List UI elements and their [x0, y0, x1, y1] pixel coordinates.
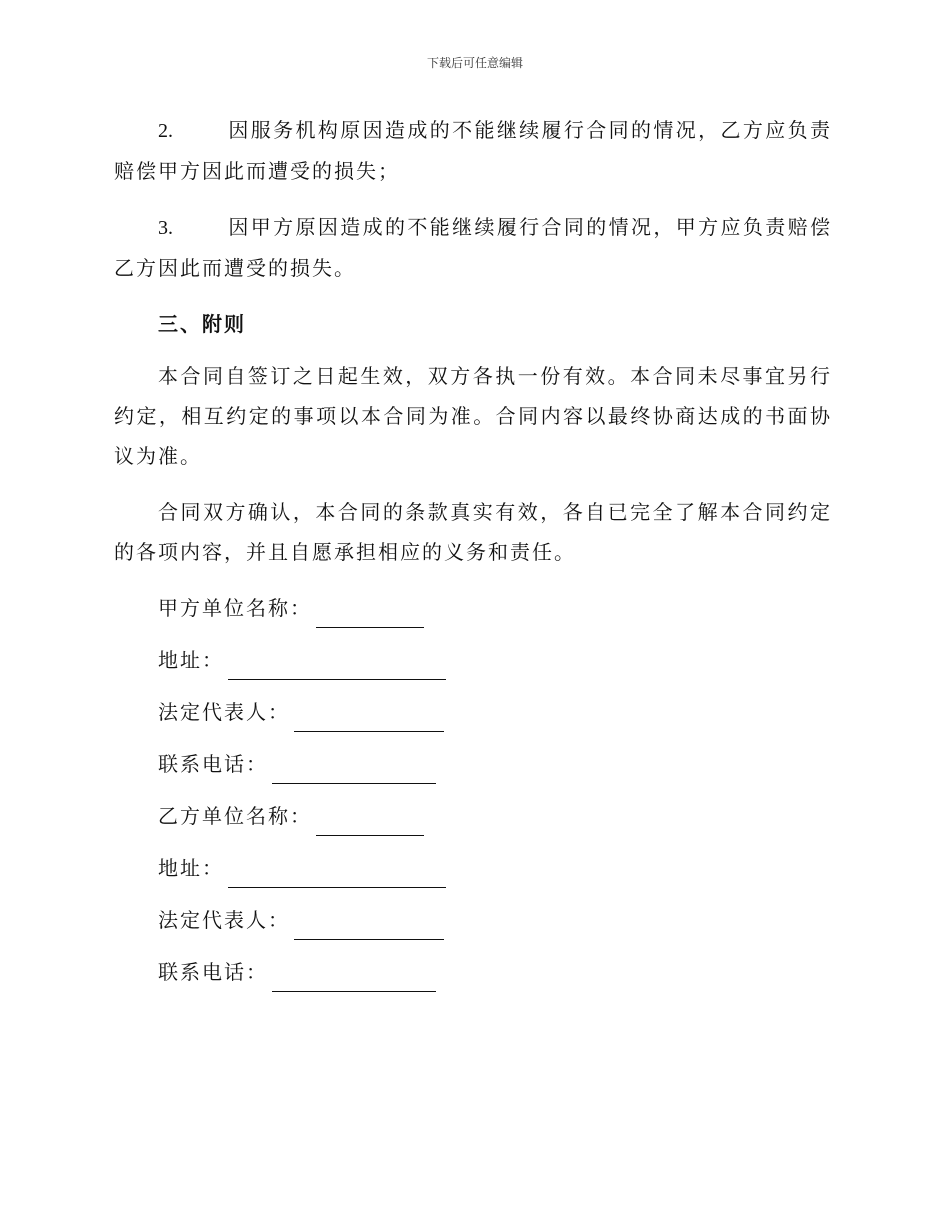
section-paragraph: 合同双方确认，本合同的条款真实有效，各自已完全了解本合同约定的各项内容，并且自愿承担相应的义务和责任。	[114, 500, 832, 564]
clause-number: 3.	[158, 217, 173, 239]
party-b-address-field	[114, 848, 832, 900]
party-a-address-blank[interactable]	[228, 649, 446, 680]
party-b-representative-blank[interactable]	[294, 909, 444, 940]
field-label: 法定代表人：	[158, 700, 290, 724]
field-label: 联系电话：	[158, 752, 268, 776]
clause-number: 2.	[158, 120, 173, 142]
party-b-address-blank[interactable]	[228, 857, 446, 888]
document-body	[114, 110, 832, 1004]
party-a-representative-field	[114, 692, 832, 744]
page-header-note: 下载后可任意编辑	[426, 56, 523, 70]
party-b-name-field	[114, 796, 832, 848]
field-label: 法定代表人：	[158, 908, 290, 932]
party-b-phone-field	[114, 952, 832, 1004]
party-a-phone-field	[114, 744, 832, 796]
party-a-name-blank[interactable]	[316, 597, 424, 628]
party-a-name-field	[114, 588, 832, 640]
field-label: 联系电话：	[158, 960, 268, 984]
party-a-address-field	[114, 640, 832, 692]
party-b-name-blank[interactable]	[316, 805, 424, 836]
party-b-phone-blank[interactable]	[272, 961, 436, 992]
section-paragraph: 本合同自签订之日起生效，双方各执一份有效。本合同未尽事宜另行约定，相互约定的事项以本合同为准。合同内容以最终协商达成的书面协议为准。	[114, 364, 832, 468]
clause-text: 因服务机构原因造成的不能继续履行合同的情况，乙方应负责赔偿甲方因此而遭受的损失；	[114, 118, 832, 183]
party-b-representative-field	[114, 900, 832, 952]
clause-3	[114, 207, 832, 288]
field-label: 乙方单位名称：	[158, 804, 312, 828]
field-label: 甲方单位名称：	[158, 596, 312, 620]
field-label: 地址：	[158, 648, 224, 672]
field-label: 地址：	[158, 856, 224, 880]
party-a-phone-blank[interactable]	[272, 753, 436, 784]
clause-text: 因甲方原因造成的不能继续履行合同的情况，甲方应负责赔偿乙方因此而遭受的损失。	[114, 215, 832, 280]
clause-2	[114, 110, 832, 191]
party-a-representative-blank[interactable]	[294, 701, 444, 732]
section-heading: 三、附则	[158, 312, 246, 336]
